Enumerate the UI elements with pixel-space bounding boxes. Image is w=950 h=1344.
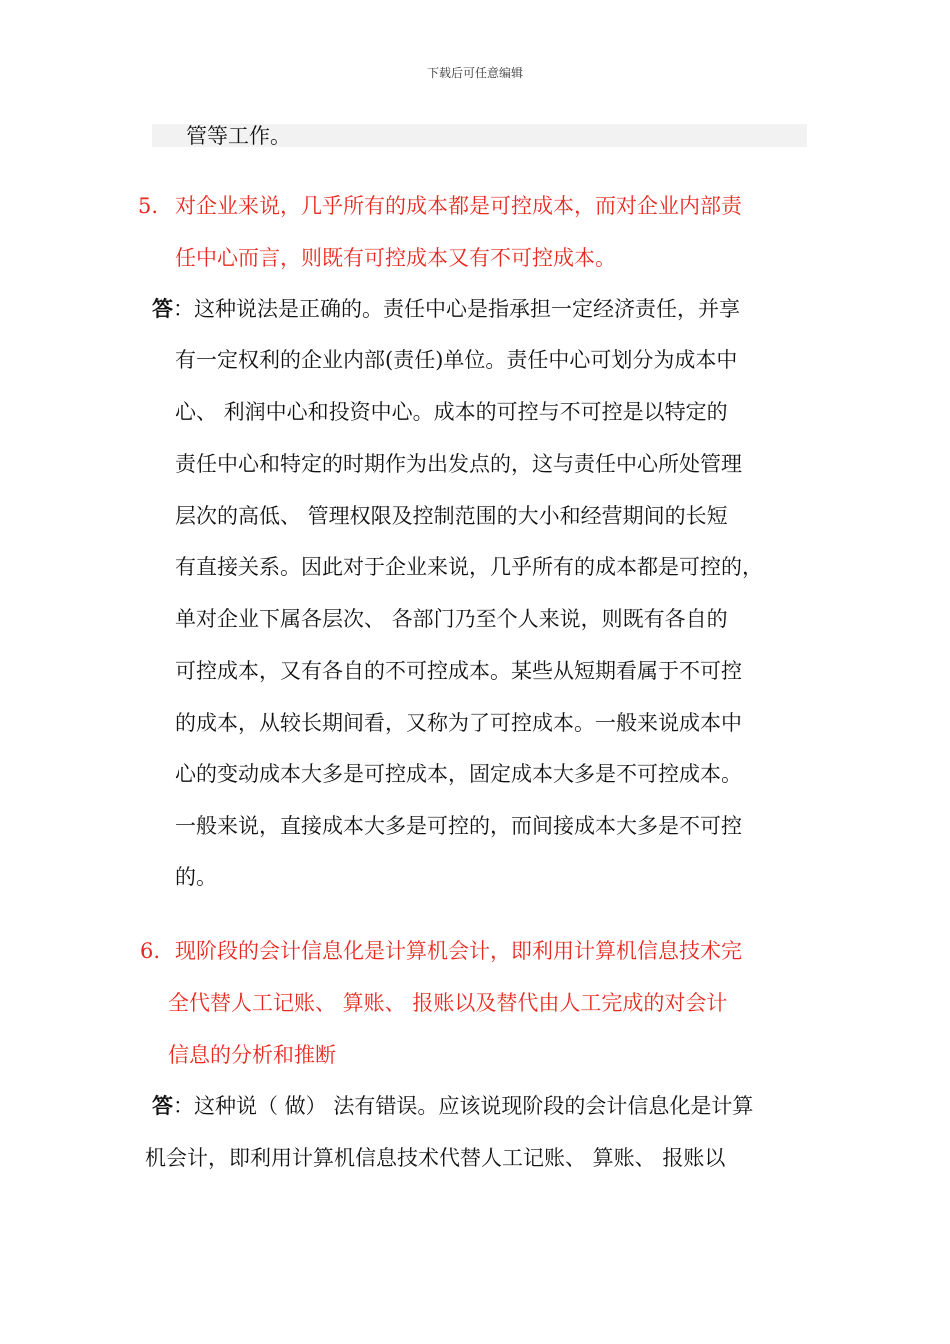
question-5-number: 5. — [138, 194, 159, 218]
top-fragment: 管等工作。 — [186, 124, 291, 148]
question-6-number: 6. — [140, 939, 161, 963]
answer-5-line: 可控成本，又有各自的不可控成本。某些从短期看属于不可控 — [175, 659, 742, 683]
question-6-line-1: 现阶段的会计信息化是计算机会计，即利用计算机信息技术完 — [175, 939, 742, 963]
answer-5-line: 心的变动成本大多是可控成本，固定成本大多是不可控成本。 — [175, 762, 742, 786]
answer-5-line: 有一定权利的企业内部(责任)单位。责任中心可划分为成本中 — [175, 348, 738, 372]
question-6-line-2: 全代替人工记账、 算账、 报账以及替代由人工完成的对会计 — [168, 991, 728, 1015]
answer-5-line: 单对企业下属各层次、 各部门乃至个人来说，则既有各自的 — [175, 607, 728, 631]
answer-6-line: 机会计，即利用计算机信息技术代替人工记账、 算账、 报账以 — [145, 1146, 726, 1170]
answer-5-text: ：这种说法是正确的。责任中心是指承担一定经济责任，并享 — [173, 297, 740, 321]
answer-5-line: 有直接关系。因此对于企业来说，几乎所有的成本都是可控的， — [175, 555, 763, 579]
answer-6-text: ：这种说（ 做） 法有错误。应该说现阶段的会计信息化是计算 — [173, 1094, 754, 1118]
answer-5-line: 的。 — [175, 865, 217, 889]
answer-label: 答 — [152, 296, 173, 321]
answer-5-line: 一般来说，直接成本大多是可控的，而间接成本大多是不可控 — [175, 814, 742, 838]
page-header: 下载后可任意编辑 — [426, 66, 523, 80]
question-6-line-3: 信息的分析和推断 — [168, 1043, 336, 1067]
answer-5-line: 的成本，从较长期间看，又称为了可控成本。一般来说成本中 — [175, 711, 742, 735]
answer-5-line: 心、 利润中心和投资中心。成本的可控与不可控是以特定的 — [175, 400, 728, 424]
answer-5-first-line — [152, 294, 740, 324]
question-5-line-1: 对企业来说，几乎所有的成本都是可控成本，而对企业内部责 — [175, 194, 742, 218]
answer-5-line: 责任中心和特定的时期作为出发点的，这与责任中心所处管理 — [175, 452, 742, 476]
question-5-line-2: 任中心而言，则既有可控成本又有不可控成本。 — [175, 246, 616, 270]
answer-5-line: 层次的高低、 管理权限及控制范围的大小和经营期间的长短 — [175, 504, 728, 528]
answer-label: 答 — [152, 1093, 173, 1118]
answer-6-first-line — [152, 1091, 753, 1121]
